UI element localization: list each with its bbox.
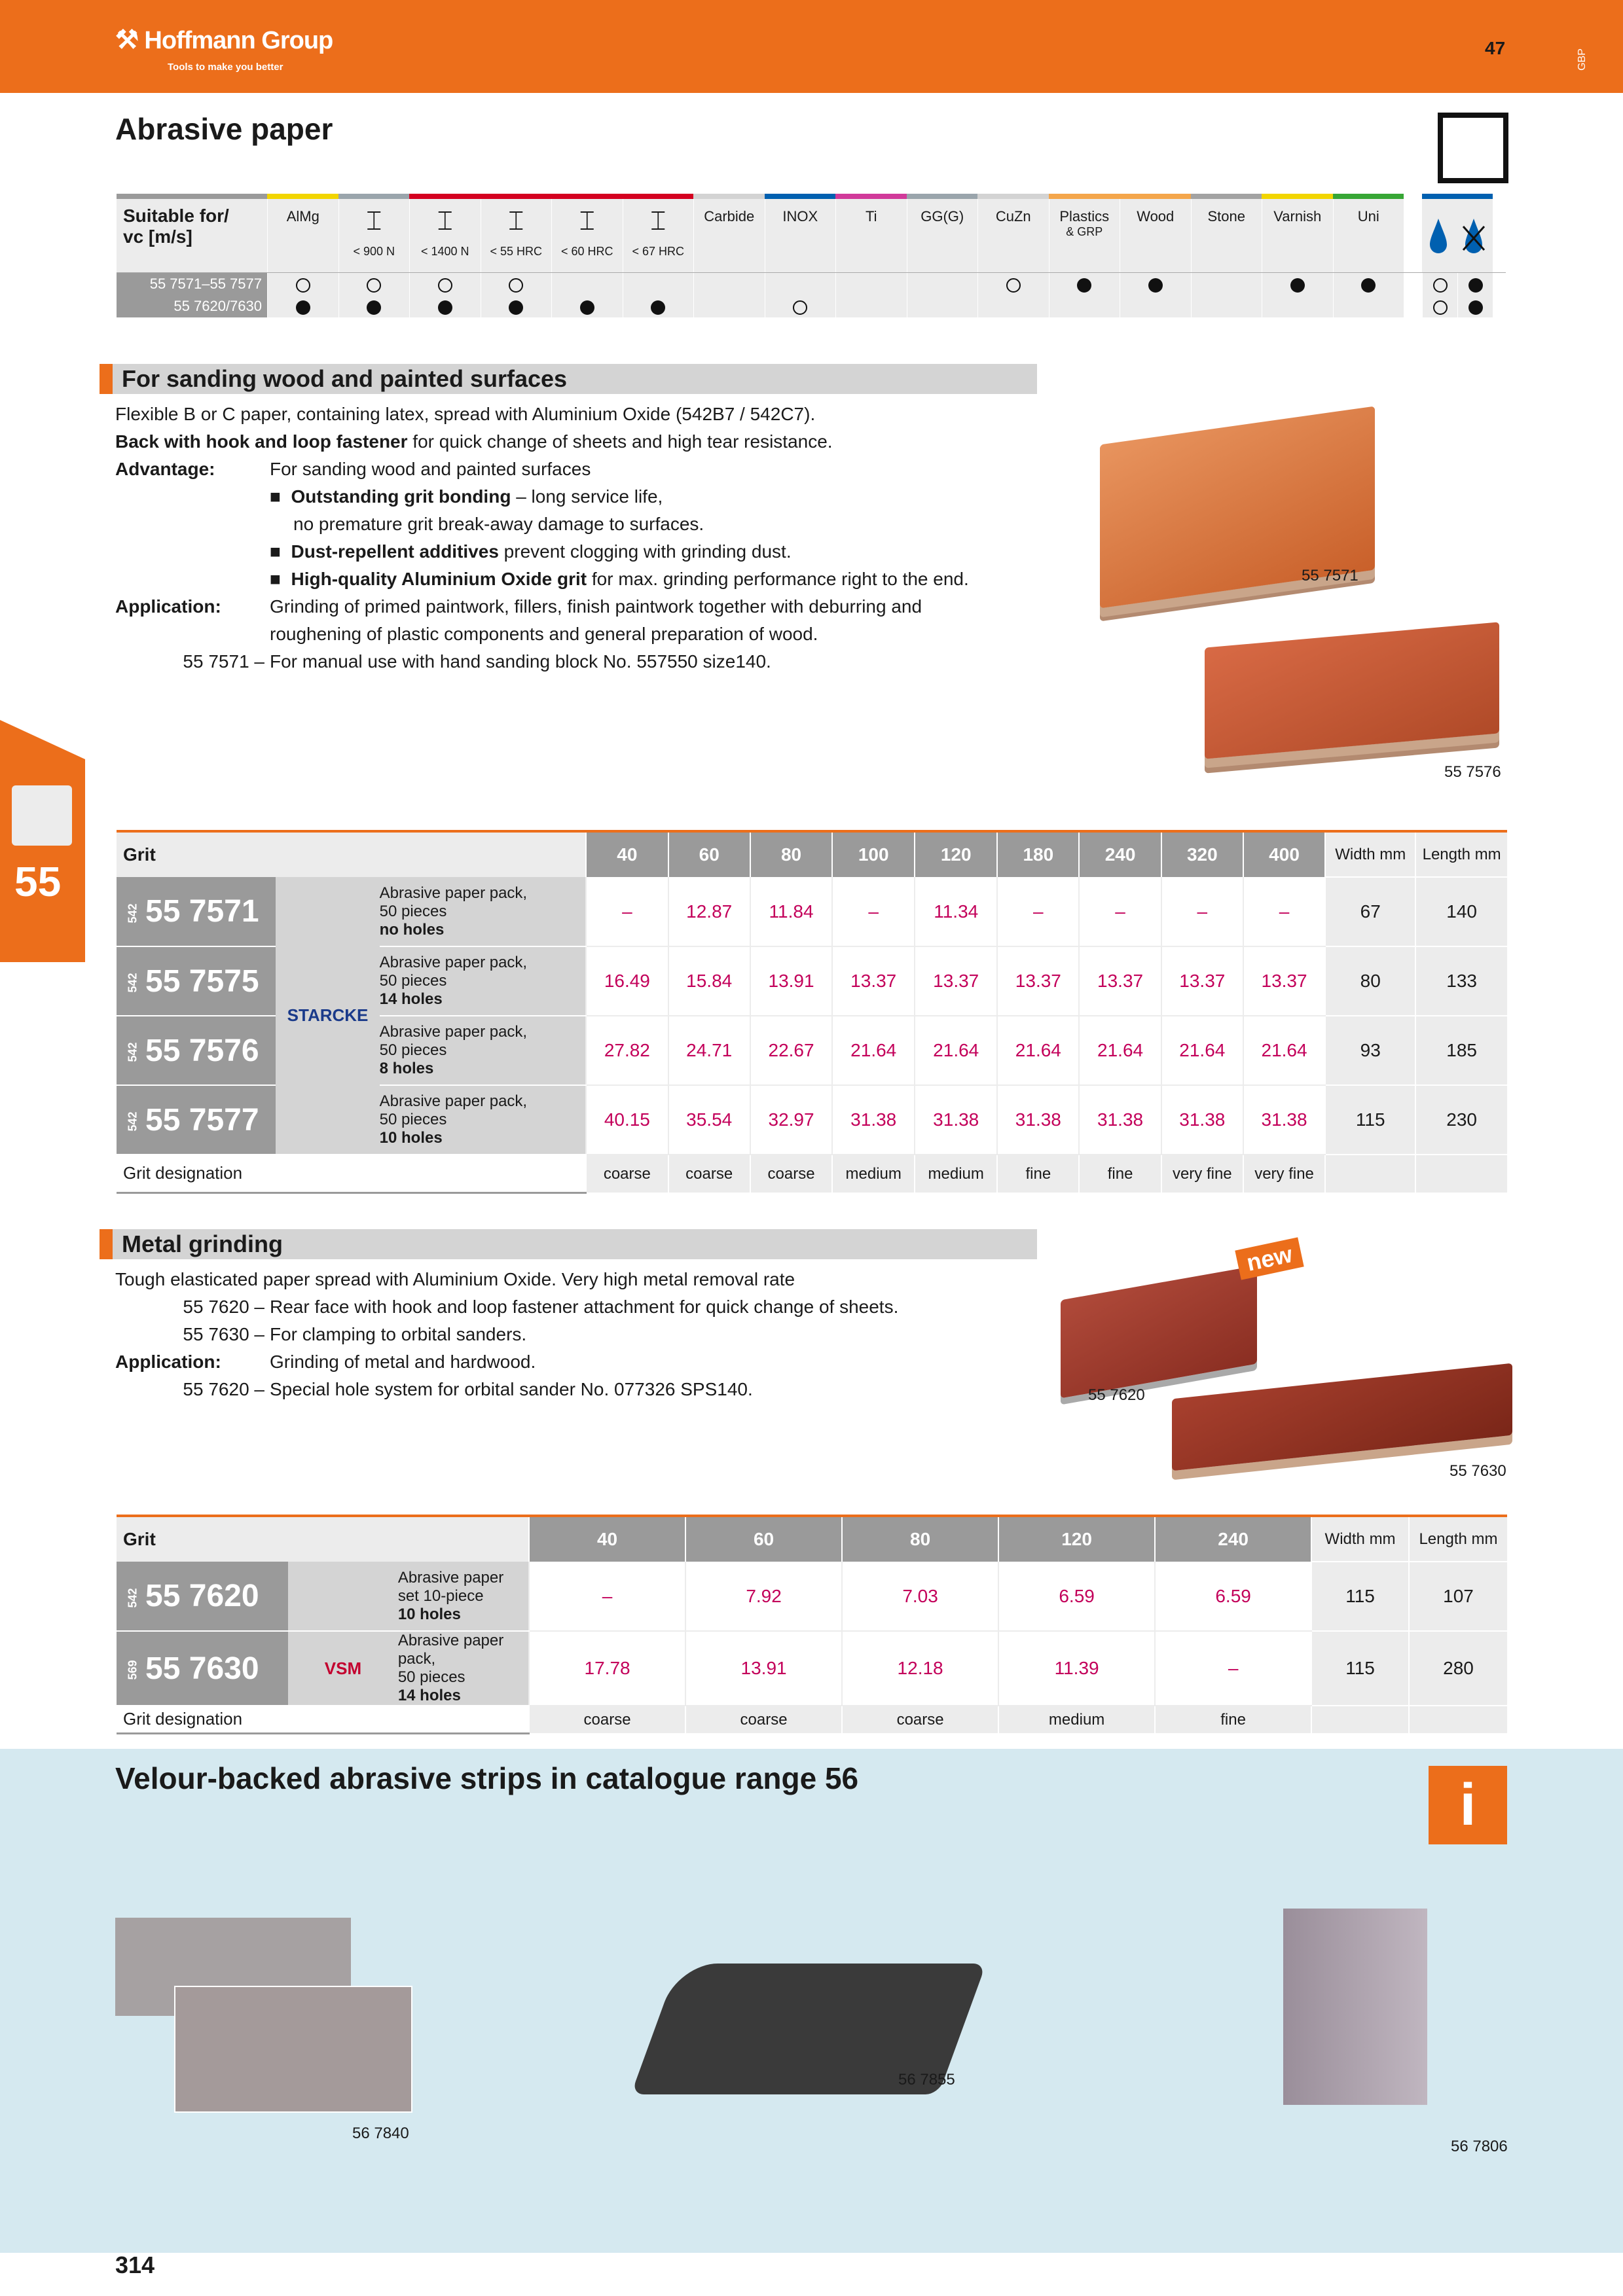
price-cell: 21.64 — [832, 1016, 915, 1085]
price-cell: 17.78 — [529, 1631, 685, 1706]
suitability-row-label: 55 7620/7630 — [117, 295, 267, 317]
material-color-bar — [907, 194, 978, 199]
price-cell: – — [586, 877, 668, 946]
price-cell: 27.82 — [586, 1016, 668, 1085]
description-line: Abrasive paper set 10-piece — [397, 1568, 504, 1605]
price-cell: 13.37 — [997, 946, 1079, 1016]
grit-designation-blank — [1409, 1706, 1507, 1733]
price-cell: 21.64 — [1243, 1016, 1325, 1085]
width-header: Width mm — [1311, 1517, 1409, 1562]
image-caption: 55 7576 — [1444, 763, 1501, 781]
product-description — [380, 1016, 587, 1085]
grit-header: 60 — [685, 1517, 842, 1562]
suitability-cell — [1049, 273, 1120, 295]
product-image-velour-strip — [174, 1986, 412, 2113]
grit-header: 40 — [529, 1517, 685, 1562]
article-number-text: 55 7576 — [145, 1033, 259, 1068]
description-line: 50 pieces — [379, 902, 447, 920]
filled-dot-icon — [296, 300, 310, 315]
price-cell: 13.37 — [832, 946, 915, 1016]
length-header: Length mm — [1409, 1517, 1507, 1562]
material-name: GG(G) — [921, 208, 964, 224]
image-caption: 56 7840 — [352, 2125, 409, 2142]
price-cell: 6.59 — [998, 1562, 1155, 1631]
open-dot-icon — [509, 278, 523, 293]
width-value: 67 — [1325, 877, 1415, 946]
price-table-wood — [117, 830, 1507, 1194]
filled-dot-icon — [651, 300, 665, 315]
grit-designation: fine — [1155, 1706, 1311, 1733]
grit-header: 100 — [832, 833, 915, 877]
open-dot-icon — [367, 278, 381, 293]
material-color-bar — [1191, 194, 1262, 199]
open-dot-icon — [1433, 278, 1448, 293]
width-value: 115 — [1311, 1562, 1409, 1631]
material-header — [267, 199, 338, 272]
price-cell: 12.18 — [842, 1631, 998, 1706]
suitability-cell — [1262, 273, 1333, 295]
price-cell: 22.67 — [750, 1016, 832, 1085]
grit-designation-blank — [1415, 1155, 1507, 1193]
article-number-text: 55 7577 — [145, 1102, 259, 1138]
steel-beam-icon: ⌶ — [437, 207, 453, 236]
section-wood-description: Flexible B or C paper, containing latex, spread with Aluminium Oxide (542B7 / 542C7). Back with hook and loop fastener for quick change of sheets and high tear resistance. Advantage: For sanding wood and painted surfaces ■ Outstanding grit bonding – long service life, no premature grit break-away damage to surfaces. ■ Dust-repellent additives prevent clogging with grinding dust. ■ High-quality Aluminium Oxide grit for max. grinding performance right to the end. Application: Grinding of primed paintwork, fillers, finish paintwork together with deburring and roughening of plastic components and general preparation of wood. 55 7571 – For manual use with hand sanding block No. 557550 size140. — [115, 404, 969, 672]
price-cell: 31.38 — [1079, 1085, 1161, 1155]
grit-designation: coarse — [750, 1155, 832, 1193]
steel-beam-icon: ⌶ — [508, 207, 524, 236]
product-description — [380, 946, 587, 1016]
grit-header: 180 — [997, 833, 1079, 877]
article-number — [117, 946, 276, 1016]
material-sub: < 1400 N — [420, 245, 469, 258]
suitability-cell — [907, 273, 978, 295]
material-header — [765, 199, 836, 272]
description-line: Abrasive paper pack, — [379, 954, 528, 971]
grit-designation: coarse — [685, 1706, 842, 1733]
material-sub: < 55 HRC — [490, 245, 543, 258]
article-number-text: 55 7620 — [145, 1579, 259, 1613]
product-description — [398, 1631, 529, 1706]
suitability-cell — [551, 273, 623, 295]
suitability-cell — [338, 273, 410, 295]
width-value: 115 — [1311, 1631, 1409, 1706]
grit-header: 120 — [998, 1517, 1155, 1562]
filled-dot-icon — [367, 300, 381, 315]
article-number — [117, 877, 276, 946]
suitability-cell — [267, 273, 338, 295]
dry-cell — [1422, 295, 1457, 317]
steel-beam-icon: ⌶ — [650, 207, 666, 236]
grit-designation: fine — [997, 1155, 1079, 1193]
suitability-cell — [1262, 295, 1333, 317]
grit-header: 80 — [750, 833, 832, 877]
table-row — [117, 1562, 1507, 1631]
suitability-cell — [693, 295, 765, 317]
material-name: Carbide — [704, 208, 755, 224]
description-line: no holes — [379, 920, 445, 939]
grit-designation: coarse — [586, 1155, 668, 1193]
material-color-bar — [481, 194, 552, 199]
price-cell: – — [832, 877, 915, 946]
price-table-metal — [117, 1515, 1507, 1734]
length-header: Length mm — [1415, 833, 1507, 877]
price-cell: – — [1079, 877, 1161, 946]
product-description — [380, 877, 587, 946]
material-header — [1049, 199, 1120, 272]
material-header — [623, 199, 694, 272]
catalogue-page-number: 47 — [1485, 38, 1506, 58]
material-name: INOX — [782, 208, 818, 224]
price-cell: 13.37 — [1243, 946, 1325, 1016]
filled-dot-icon — [1468, 300, 1483, 315]
width-value: 80 — [1325, 946, 1415, 1016]
brand-logo — [288, 1562, 398, 1631]
grit-header: 80 — [842, 1517, 998, 1562]
filled-dot-icon — [1468, 278, 1483, 293]
length-value: 107 — [1409, 1562, 1507, 1631]
article-number-text: 55 7575 — [145, 963, 259, 999]
price-cell: 13.37 — [915, 946, 997, 1016]
suitability-row — [117, 273, 1506, 295]
table-row — [117, 1631, 1507, 1706]
material-code: 542 — [126, 1042, 139, 1062]
description-line: 8 holes — [379, 1060, 434, 1077]
price-cell: – — [529, 1562, 685, 1631]
material-sub: & GRP — [1066, 225, 1103, 238]
description-line: 10 holes — [379, 1129, 443, 1147]
filled-dot-icon — [438, 300, 452, 315]
grit-header: 60 — [668, 833, 750, 877]
suitability-cell — [977, 295, 1049, 317]
filled-dot-icon — [509, 300, 523, 315]
length-value: 280 — [1409, 1631, 1507, 1706]
material-name: Stone — [1207, 208, 1245, 224]
description-line: 14 holes — [397, 1687, 461, 1704]
page-title: Abrasive paper — [115, 112, 333, 146]
filled-dot-icon — [1077, 278, 1091, 293]
material-color-bar — [338, 194, 410, 199]
wet-drop-icon — [1461, 217, 1487, 254]
product-image-557576 — [1205, 622, 1499, 759]
grit-designation: coarse — [668, 1155, 750, 1193]
grit-header: 40 — [586, 833, 668, 877]
wet-cell — [1457, 295, 1493, 317]
grit-designation: coarse — [842, 1706, 998, 1733]
steel-beam-icon: ⌶ — [579, 207, 595, 236]
image-caption: 55 7630 — [1450, 1462, 1506, 1480]
grit-designation: medium — [915, 1155, 997, 1193]
length-value: 133 — [1415, 946, 1507, 1016]
price-cell: 21.64 — [915, 1016, 997, 1085]
suitability-cell — [1333, 273, 1404, 295]
length-value: 140 — [1415, 877, 1507, 946]
material-color-bar — [1333, 194, 1404, 199]
grit-designation: fine — [1079, 1155, 1161, 1193]
suitability-cell — [1333, 295, 1404, 317]
description-line: 50 pieces — [379, 1111, 447, 1128]
material-code: 569 — [126, 1660, 139, 1680]
price-cell: 7.03 — [842, 1562, 998, 1631]
material-sub: < 60 HRC — [560, 245, 613, 258]
material-header — [977, 199, 1049, 272]
section-metal-description: Tough elasticated paper spread with Aluminium Oxide. Very high metal removal rate 55 7620 – Rear face with hook and loop fastener attachment for quick change of sheets. 55 7630 – For clamping to orbital sanders. Application: Grinding of metal and hardwood. 55 7620 – Special hole system for orbital sander No. 077326 SPS140. — [115, 1269, 899, 1399]
suitability-cell — [835, 273, 907, 295]
price-cell: 21.64 — [997, 1016, 1079, 1085]
description-line: Abrasive paper pack, — [379, 1092, 528, 1110]
material-header — [1191, 199, 1262, 272]
new-badge: new — [1235, 1237, 1304, 1280]
suitability-cell — [835, 295, 907, 317]
article-number — [117, 1562, 288, 1631]
suitability-cell — [1191, 295, 1262, 317]
width-header: Width mm — [1325, 833, 1415, 877]
material-header — [409, 199, 481, 272]
suitability-row — [117, 295, 1506, 317]
price-cell: 31.38 — [832, 1085, 915, 1155]
open-dot-icon — [1433, 300, 1448, 315]
description-line: 50 pieces — [379, 1041, 447, 1059]
suitability-cell — [907, 295, 978, 317]
price-cell: 13.37 — [1079, 946, 1161, 1016]
open-dot-icon — [793, 300, 807, 315]
suitability-cell — [481, 295, 552, 317]
price-cell: 15.84 — [668, 946, 750, 1016]
material-header — [551, 199, 623, 272]
brand-logo-text: STARCKE — [287, 1005, 369, 1025]
bullet-icon: ■ — [270, 486, 281, 507]
material-header — [835, 199, 907, 272]
material-header — [1262, 199, 1333, 272]
section-heading-wood: For sanding wood and painted surfaces — [100, 364, 1037, 394]
material-header — [693, 199, 765, 272]
material-color-bar — [551, 194, 623, 199]
brand-logo-text: VSM — [324, 1658, 362, 1678]
suitability-cell — [693, 273, 765, 295]
price-cell: 31.38 — [915, 1085, 997, 1155]
article-number-text: 55 7630 — [145, 1651, 259, 1686]
product-image-velour-roll — [1283, 1909, 1427, 2105]
material-sub: < 67 HRC — [632, 245, 685, 258]
description-line: 14 holes — [379, 990, 443, 1008]
grit-label: Grit — [117, 1517, 529, 1562]
coolant-icons — [1422, 199, 1493, 272]
suitability-cell — [765, 295, 836, 317]
description-line: 50 pieces — [379, 972, 447, 990]
material-color-bar — [1120, 194, 1191, 199]
grit-designation-label: Grit designation — [117, 1155, 586, 1193]
wet-cell — [1457, 273, 1493, 295]
price-cell: 13.91 — [750, 946, 832, 1016]
description-line: 10 holes — [397, 1605, 461, 1623]
price-cell: 21.64 — [1079, 1016, 1161, 1085]
material-color-bar — [977, 194, 1049, 199]
article-number — [117, 1085, 276, 1155]
suitability-cell — [1191, 273, 1262, 295]
suitability-cell — [623, 295, 694, 317]
filled-dot-icon — [1361, 278, 1376, 293]
grinding-disc-icon — [12, 785, 72, 846]
open-dot-icon — [296, 278, 310, 293]
material-header — [1333, 199, 1404, 272]
material-name: Varnish — [1273, 208, 1322, 224]
price-cell: 24.71 — [668, 1016, 750, 1085]
suitability-cell — [267, 295, 338, 317]
article-number — [117, 1631, 288, 1706]
section-heading-metal: Metal grinding — [100, 1229, 1037, 1259]
material-name: CuZn — [995, 208, 1031, 224]
material-color-bar — [409, 194, 481, 199]
material-name: AlMg — [286, 208, 319, 224]
grit-designation: coarse — [529, 1706, 685, 1733]
article-number-text: 55 7571 — [145, 894, 259, 929]
suitability-row-label: 55 7571–55 7577 — [117, 273, 267, 295]
grit-header: 320 — [1161, 833, 1243, 877]
article-number — [117, 1016, 276, 1085]
table-row — [117, 877, 1507, 946]
bullet-icon: ■ — [270, 541, 281, 562]
suitability-cell — [1120, 295, 1191, 317]
open-dot-icon — [1006, 278, 1021, 293]
grit-designation: medium — [832, 1155, 915, 1193]
material-color-bar — [765, 194, 836, 199]
image-caption: 56 7806 — [1451, 2138, 1508, 2155]
suitability-cell — [1049, 295, 1120, 317]
dry-drop-icon — [1429, 217, 1448, 254]
grit-header: 120 — [915, 833, 997, 877]
price-cell: 11.34 — [915, 877, 997, 946]
material-name: Plastics — [1059, 208, 1110, 224]
width-value: 115 — [1325, 1085, 1415, 1155]
brand-logo: ⚒ Hoffmann Group — [115, 26, 333, 54]
description-line: Abrasive paper pack, — [379, 884, 528, 902]
material-code: 542 — [126, 973, 139, 993]
suitability-cell — [977, 273, 1049, 295]
steel-beam-icon: ⌶ — [366, 207, 382, 236]
material-color-bar — [623, 194, 694, 199]
dry-cell — [1422, 273, 1457, 295]
price-cell: 16.49 — [586, 946, 668, 1016]
length-value: 230 — [1415, 1085, 1507, 1155]
suitability-cell — [551, 295, 623, 317]
material-code: 542 — [126, 1588, 139, 1608]
price-cell: 31.38 — [1161, 1085, 1243, 1155]
width-value: 93 — [1325, 1016, 1415, 1085]
suitability-cell — [481, 273, 552, 295]
suitability-cell — [623, 273, 694, 295]
product-image-557630 — [1172, 1363, 1512, 1471]
price-cell: 12.87 — [668, 877, 750, 946]
language-code: GBP — [1576, 48, 1588, 71]
grit-header: 240 — [1155, 1517, 1311, 1562]
price-cell: – — [1155, 1631, 1311, 1706]
material-color-bar — [267, 194, 338, 199]
price-cell: 35.54 — [668, 1085, 750, 1155]
price-cell: 21.64 — [1161, 1016, 1243, 1085]
grit-designation: very fine — [1243, 1155, 1325, 1193]
price-cell: 11.39 — [998, 1631, 1155, 1706]
suitability-cell — [409, 295, 481, 317]
material-header — [338, 199, 410, 272]
price-cell: 13.91 — [685, 1631, 842, 1706]
price-cell: 40.15 — [586, 1085, 668, 1155]
grit-designation: medium — [998, 1706, 1155, 1733]
suitability-cell — [338, 295, 410, 317]
product-image-557620 — [1061, 1266, 1257, 1399]
suitability-cell — [409, 273, 481, 295]
brand-tagline: Tools to make you better — [168, 62, 283, 73]
material-code: 542 — [126, 1111, 139, 1132]
description-line: Abrasive paper pack, — [379, 1023, 528, 1041]
material-color-bar — [1262, 194, 1333, 199]
footer-page-number: 314 — [115, 2251, 155, 2278]
price-cell: – — [1243, 877, 1325, 946]
suitability-cell — [1120, 273, 1191, 295]
price-cell: – — [1161, 877, 1243, 946]
material-header — [1120, 199, 1191, 272]
material-name: Wood — [1137, 208, 1175, 224]
material-sub: < 900 N — [353, 245, 395, 258]
suitability-matrix — [117, 194, 1506, 317]
image-caption: 56 7855 — [898, 2071, 955, 2089]
price-cell: 13.37 — [1161, 946, 1243, 1016]
filled-dot-icon — [1148, 278, 1163, 293]
qr-code-icon[interactable] — [1438, 113, 1508, 183]
material-name: Ti — [865, 208, 877, 224]
grit-designation-blank — [1311, 1706, 1409, 1733]
price-cell: 31.38 — [997, 1085, 1079, 1155]
brand-logo — [276, 877, 379, 1155]
description-line: 50 pieces — [397, 1668, 465, 1686]
info-title: Velour-backed abrasive strips in catalogue range 56 — [115, 1761, 859, 1795]
material-header — [481, 199, 552, 272]
image-caption: 55 7571 — [1302, 567, 1359, 584]
price-cell: 7.92 — [685, 1562, 842, 1631]
range-number: 55 — [14, 858, 62, 905]
grit-header: 400 — [1243, 833, 1325, 877]
grit-label: Grit — [117, 833, 586, 877]
product-description — [380, 1085, 587, 1155]
material-header — [907, 199, 978, 272]
grit-header: 240 — [1079, 833, 1161, 877]
info-icon[interactable]: i — [1429, 1766, 1507, 1844]
bullet-icon: ■ — [270, 569, 281, 589]
price-cell: 6.59 — [1155, 1562, 1311, 1631]
suitability-label: Suitable for/ vᴄ [m/s] — [117, 199, 267, 272]
brand-logo — [288, 1631, 398, 1706]
grit-designation-label: Grit designation — [117, 1706, 529, 1733]
image-caption: 55 7620 — [1088, 1386, 1145, 1404]
grit-designation-blank — [1325, 1155, 1415, 1193]
material-code: 542 — [126, 903, 139, 924]
price-cell: 11.84 — [750, 877, 832, 946]
description-line: Abrasive paper pack, — [397, 1632, 504, 1668]
filled-dot-icon — [580, 300, 594, 315]
material-color-bar — [835, 194, 907, 199]
suitability-cell — [765, 273, 836, 295]
filled-dot-icon — [1290, 278, 1305, 293]
material-color-bar — [693, 194, 765, 199]
grit-designation: very fine — [1161, 1155, 1243, 1193]
material-color-bar — [1049, 194, 1120, 199]
open-dot-icon — [438, 278, 452, 293]
price-cell: 31.38 — [1243, 1085, 1325, 1155]
material-name: Uni — [1357, 208, 1379, 224]
product-description — [398, 1562, 529, 1631]
length-value: 185 — [1415, 1016, 1507, 1085]
price-cell: 32.97 — [750, 1085, 832, 1155]
price-cell: – — [997, 877, 1079, 946]
